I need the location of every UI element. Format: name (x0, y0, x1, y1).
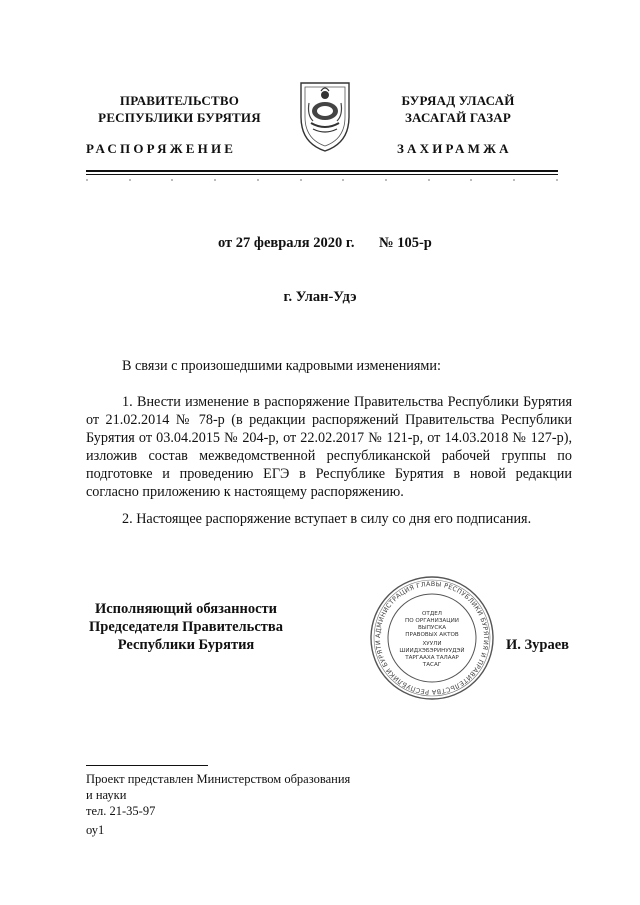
document-date: от 27 февраля 2020 г. (218, 235, 355, 251)
footer-line2: и науки (86, 788, 127, 802)
signer-name: И. Зураев (506, 637, 570, 653)
coat-of-arms-emblem (295, 75, 355, 155)
header-rule-thick (86, 170, 558, 172)
stamp-line-4: ПРАВОВЫХ АКТОВ (405, 632, 459, 638)
header-right-line2: ЗАСАГАЙ ГАЗАР (404, 110, 512, 125)
header-right-line1: БУРЯАД УЛАСАЙ (401, 93, 515, 108)
signatory-line1: Исполняющий обязанности (94, 601, 278, 617)
doc-type-left: РАСПОРЯЖЕНИЕ (86, 141, 237, 156)
signatory-line3: Республики Бурятия (117, 637, 255, 653)
header-right-title (378, 92, 538, 126)
header-rule-thin (86, 174, 558, 175)
paragraph-1: 1. Внести изменение в распоряжение Правительства Республики Бурятия от 21.02.2014 № 78-р (в редакции распоряжений Правительства Республики Бурятия от 03.04.2015 № 204-р, от 22.02.2017 № 121-р, от 14.03.2018 № 127-р), изложив состав межведомственной республиканской рабочей группы по подготовке и проведению ЕГЭ в Республике Бурятия в новой редакции согласно приложению к настоящему распоряжению. (86, 394, 572, 500)
stamp-ring-text: АДМИНИСТРАЦИЯ ГЛАВЫ РЕСПУБЛИКИ БУРЯТИЯ И ПРАВИТЕЛЬСТВА РЕСПУБЛИКИ БУРЯТИ (373, 579, 491, 697)
stamp-line-5: ХУУЛИ (422, 641, 442, 647)
stamp-line-1: ОТДЕЛ (422, 611, 442, 617)
signatory-line2: Председателя Правительства (89, 619, 283, 635)
intro-text: В связи с произошедшими кадровыми изменениями: (122, 358, 441, 374)
footer-phone: тел. 21-35-97 (86, 804, 156, 818)
official-stamp (368, 574, 496, 702)
footer-rule (86, 765, 208, 766)
footer-code: оу1 (86, 823, 105, 837)
signatory-title (80, 600, 292, 654)
stamp-line-7: ТАРГААХА ТАЛААР (405, 655, 459, 661)
stamp-line-8: ТАСАГ (422, 662, 442, 668)
stamp-line-3: ВЫПУСКА (417, 625, 447, 631)
city: г. Улан-Удэ (283, 289, 357, 305)
paragraph-2: 2. Настоящее распоряжение вступает в силу со дня его подписания. (122, 511, 532, 527)
document-number: № 105-р (379, 235, 432, 251)
header-left-line1: ПРАВИТЕЛЬСТВО (119, 93, 240, 108)
header-dotted-line (86, 178, 558, 184)
stamp-line-6: ШИИДХЭБЭРИНУУДЭЙ (399, 648, 465, 654)
doc-type-right: ЗАХИРАМЖА (397, 141, 512, 156)
header-left-line2: РЕСПУБЛИКИ БУРЯТИЯ (98, 110, 261, 125)
footer-note (86, 771, 406, 819)
footer-line1: Проект представлен Министерством образования (86, 772, 351, 786)
header-left-title (92, 92, 267, 126)
stamp-line-2: ПО ОРГАНИЗАЦИИ (405, 618, 459, 624)
